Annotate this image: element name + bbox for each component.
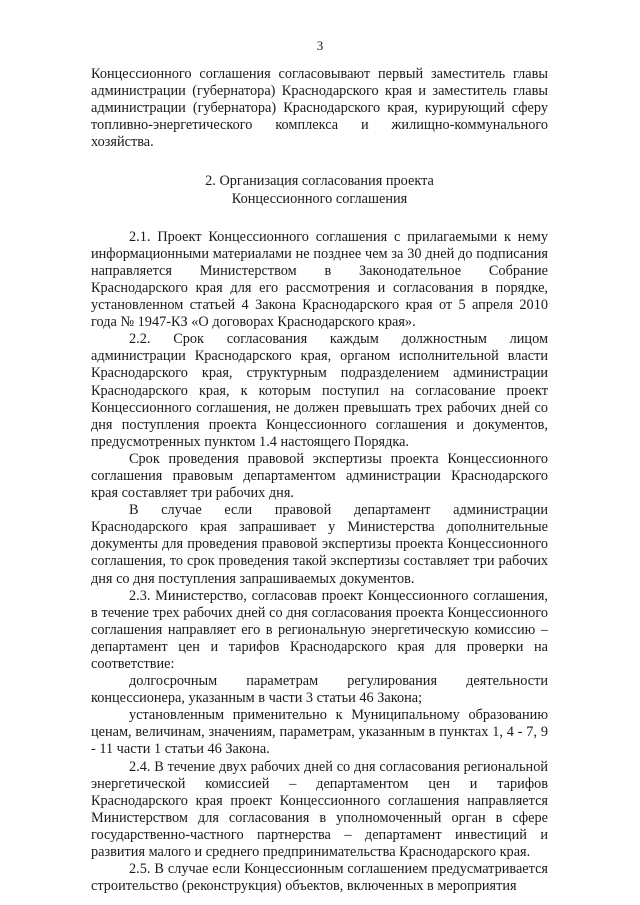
- paragraph-2-4: 2.4. В течение двух рабочих дней со дня согласования региональной энергетической комиссией – департаментом цен и тарифов Краснодарского края проект Концессионного соглашения направляется Министерством для согласования в уполномоченный орган в сфере государственно-частного партнерства – департамент инвестиций и развития малого и среднего предпринимательства Краснодарского края.: [91, 758, 548, 861]
- paragraph-2-5: 2.5. В случае если Концессионным соглашением предусматривается строительство (реконструкция) объектов, включенных в мероприятия: [91, 861, 548, 895]
- paragraph-2-2: 2.2. Срок согласования каждым должностным лицом администрации Краснодарского края, органом исполнительной власти Краснодарского края, структурным подразделением администрации Краснодарского края, к которым поступил на согласование проект Концессионного соглашения, не должен превышать трех рабочих дней со дня поступления проекта Концессионного соглашения и документов, предусмотренных пунктом 1.4 настоящего Порядка.: [91, 331, 548, 450]
- section-heading: [91, 173, 548, 207]
- paragraph-continuation: Концессионного соглашения согласовывают первый заместитель главы администрации (губернатора) Краснодарского края и заместитель главы администрации (губернатора) Краснодарского края, курирующий сферу топливно-энергетического комплекса и жилищно-коммунального хозяйства.: [91, 66, 548, 151]
- document-body: [91, 66, 548, 895]
- paragraph-additional-docs: В случае если правовой департамент администрации Краснодарского края запрашивает у Министерства дополнительные документы для проведения правовой экспертизы проекта Концессионного соглашения, то срок проведения такой экспертизы составляет три рабочих дня со дня поступления запрашиваемых документов.: [91, 502, 548, 587]
- page-number: 3: [316, 38, 324, 53]
- paragraph-2-1: 2.1. Проект Концессионного соглашения с прилагаемыми к нему информационными материалами не позднее чем за 30 дней до подписания направляется Министерством в Законодательное Собрание Краснодарского края для его рассмотрения и согласования в порядке, установленном статьей 4 Закона Краснодарского края от 5 апреля 2010 года № 1947-КЗ «О договорах Краснодарского края».: [91, 228, 548, 331]
- paragraph-established-prices: установленным применительно к Муниципальному образованию ценам, величинам, значениям, параметрам, указанным в пунктах 1, 4 - 7, 9 - 11 части 1 статьи 46 Закона.: [91, 707, 548, 758]
- section-title-line-2: Концессионного соглашения: [231, 190, 408, 207]
- section-title-line-1: 2. Организация согласования проекта: [205, 173, 434, 190]
- paragraph-legal-review-term: Срок проведения правовой экспертизы проекта Концессионного соглашения правовым департаментом администрации Краснодарского края составляет три рабочих дня.: [91, 450, 548, 502]
- paragraph-long-term-params: долгосрочным параметрам регулирования деятельности концессионера, указанным в части 3 статьи 46 Закона;: [91, 673, 548, 707]
- paragraph-2-3: 2.3. Министерство, согласовав проект Концессионного соглашения, в течение трех рабочих дней со дня согласования проекта Концессионного соглашения направляет его в региональную энергетическую комиссию – департамент цен и тарифов Краснодарского края для проверки на соответствие:: [91, 587, 548, 672]
